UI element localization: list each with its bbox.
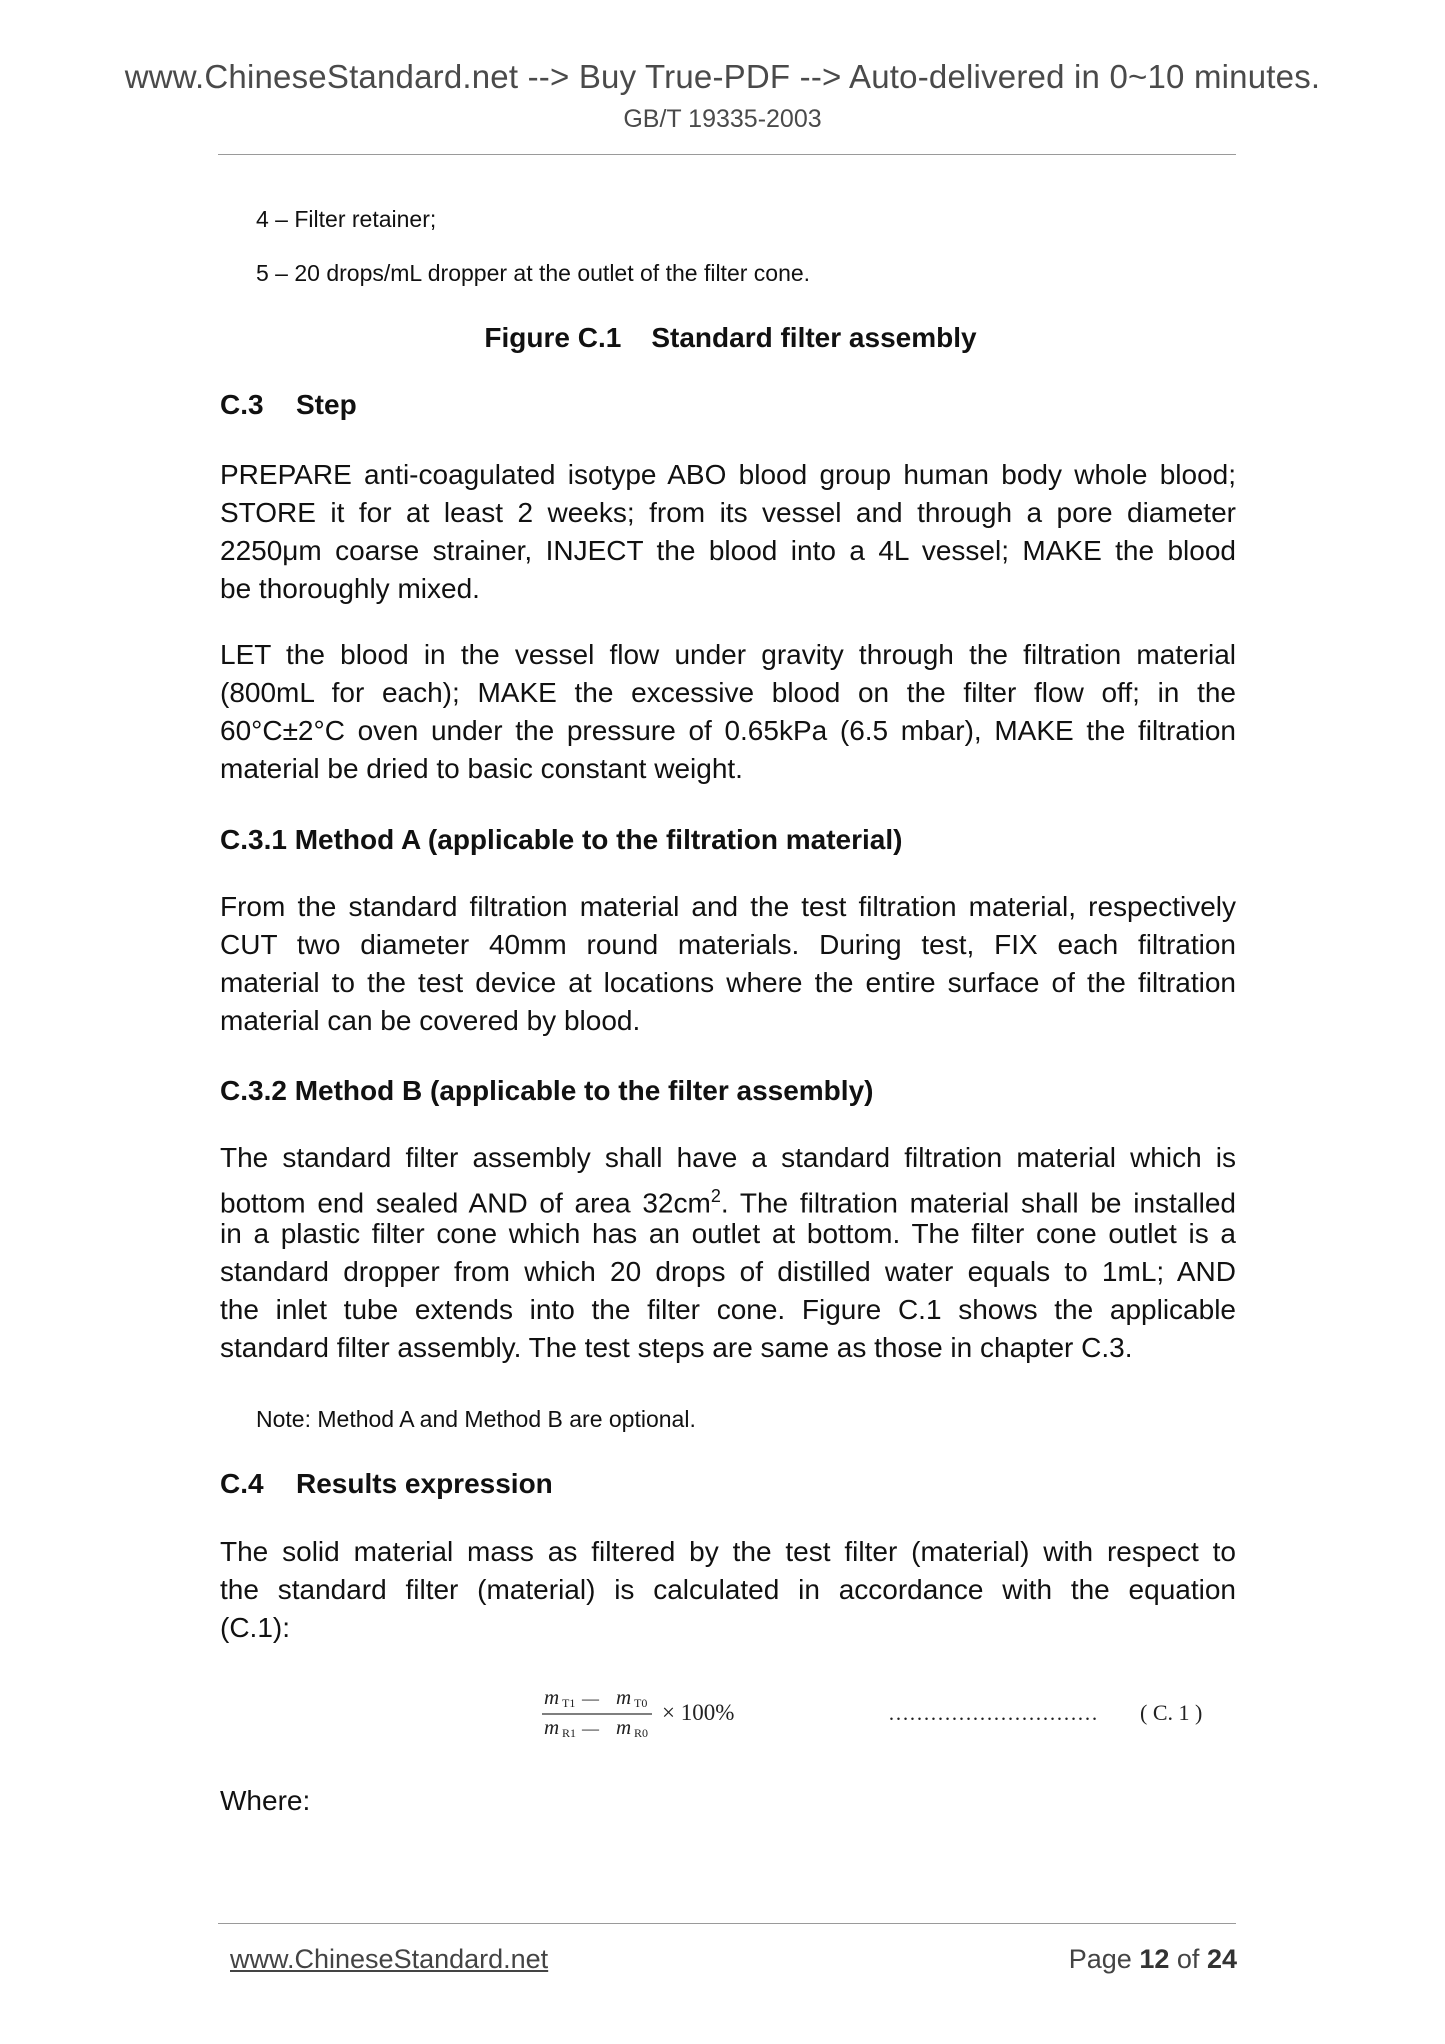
header-rule	[218, 154, 1236, 155]
subscript-r0: R0	[634, 1726, 649, 1740]
page-indicator	[1069, 1944, 1237, 1975]
text-line: standard filter assembly. The test steps are same as those in chapter C.3.	[220, 1332, 1133, 1363]
text-fragment: . The filtration material shall be installed	[720, 1187, 1236, 1219]
denominator-m-r1: m	[544, 1715, 560, 1739]
equation-c1	[520, 1682, 1236, 1744]
section-number: C.3	[220, 389, 264, 420]
page-prefix: Page	[1068, 1944, 1132, 1974]
text-line: From the standard filtration material and the test filtration material, respectively	[220, 891, 1236, 922]
minus-sign: —	[582, 1719, 599, 1738]
footer-rule	[218, 1923, 1236, 1924]
superscript: 2	[710, 1186, 721, 1206]
area-text: bottom end sealed AND of area 32cm	[220, 1187, 711, 1219]
subscript-t1: T1	[562, 1696, 576, 1710]
current-page: 12	[1139, 1944, 1170, 1974]
note-text: Note: Method A and Method B are optional.	[256, 1406, 696, 1432]
subscript-t0: T0	[634, 1696, 648, 1710]
text-line: be thoroughly mixed.	[220, 573, 480, 604]
text-line: material to the test device at locations where the entire surface of the filtration	[220, 967, 1236, 998]
text-line: the standard filter (material) is calculated in accordance with the equation	[220, 1574, 1236, 1605]
text-line: The solid material mass as filtered by the test filter (material) with respect to	[220, 1536, 1236, 1567]
text-line: 2250μm coarse strainer, INJECT the blood into a 4L vessel; MAKE the blood	[220, 535, 1236, 566]
paragraph-c31	[220, 888, 1236, 1040]
subscript-r1: R1	[562, 1726, 577, 1740]
text-line: STORE it for at least 2 weeks; from its vessel and through a pore diameter	[220, 497, 1236, 528]
numerator-m-t0: m	[616, 1685, 632, 1709]
paragraph-c3-let	[220, 636, 1236, 788]
section-title: Step	[296, 389, 357, 420]
text-line: material can be covered by blood.	[220, 1005, 641, 1036]
dot-leader: …………………………	[888, 1701, 1098, 1725]
minus-sign: —	[582, 1689, 599, 1708]
paragraph-c4	[220, 1533, 1236, 1647]
text-line: material be dried to basic constant weight.	[220, 753, 743, 784]
total-pages: 24	[1206, 1944, 1237, 1974]
section-heading-c31: C.3.1 Method A (applicable to the filtration material)	[220, 824, 903, 855]
text-line: in a plastic filter cone which has an outlet at bottom. The filter cone outlet is a	[220, 1218, 1236, 1249]
equation-label: ( C. 1 )	[1140, 1700, 1203, 1725]
text-line: (C.1):	[220, 1612, 290, 1643]
section-heading-c4	[220, 1468, 553, 1500]
standard-code: GB/T 19335-2003	[623, 105, 822, 133]
header-banner: www.ChineseStandard.net --> Buy True-PDF --> Auto-delivered in 0~10 minutes.	[124, 58, 1321, 95]
text-line	[220, 1177, 1236, 1219]
page-of: of	[1176, 1944, 1200, 1974]
figure-title: Standard filter assembly	[651, 322, 977, 353]
section-number: C.4	[220, 1468, 264, 1499]
denominator-m-r0: m	[616, 1715, 632, 1739]
paragraph-c32	[220, 1139, 1236, 1367]
figure-number: Figure C.1	[484, 322, 622, 353]
text-line: the inlet tube extends into the filter cone. Figure C.1 shows the applicable	[220, 1294, 1236, 1325]
figure-caption	[0, 322, 1445, 354]
paragraph-c3-prepare	[220, 456, 1236, 608]
where-label: Where:	[220, 1785, 311, 1816]
section-heading-c3	[220, 389, 357, 421]
section-heading-c32: C.3.2 Method B (applicable to the filter assembly)	[220, 1075, 874, 1106]
text-line: 60°C±2°C oven under the pressure of 0.65kPa (6.5 mbar), MAKE the filtration	[220, 715, 1236, 746]
text-line: PREPARE anti-coagulated isotype ABO blood group human body whole blood;	[220, 459, 1236, 490]
numerator-m-t1: m	[544, 1685, 560, 1709]
text-line: The standard filter assembly shall have a standard filtration material which is	[220, 1142, 1236, 1173]
section-title: Results expression	[296, 1468, 553, 1499]
text-line: (800mL for each); MAKE the excessive blood on the filter flow off; in the	[220, 677, 1236, 708]
text-line: LET the blood in the vessel flow under gravity through the filtration material	[220, 639, 1236, 670]
text-line: CUT two diameter 40mm round materials. During test, FIX each filtration	[220, 929, 1236, 960]
legend-item-4: 4 – Filter retainer;	[256, 206, 437, 232]
multiplier: × 100%	[662, 1700, 735, 1725]
footer-website-link[interactable]: www.ChineseStandard.net	[230, 1944, 549, 1974]
legend-item-5: 5 – 20 drops/mL dropper at the outlet of the filter cone.	[256, 260, 811, 286]
text-line: standard dropper from which 20 drops of distilled water equals to 1mL; AND	[220, 1256, 1236, 1287]
